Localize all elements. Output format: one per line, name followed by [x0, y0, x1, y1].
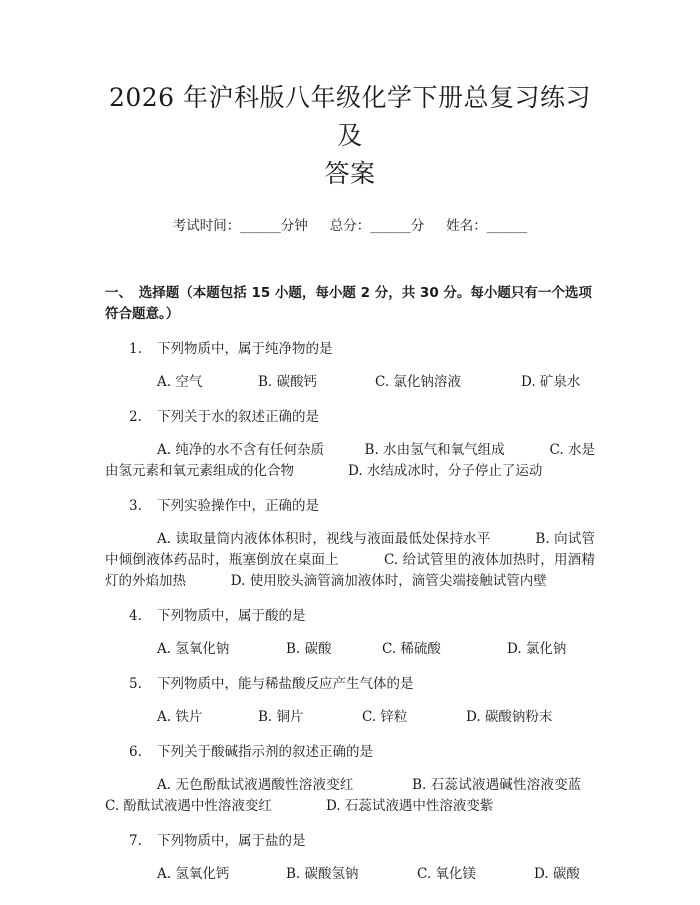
option-b: B. 水由氢气和氧气组成 — [364, 442, 505, 458]
title-line-2: 答案 — [324, 159, 376, 188]
question-5-options — [105, 707, 595, 728]
document-title — [105, 0, 595, 193]
question-number: 2. — [129, 409, 142, 425]
option-b: B. 石蕊试液遇碱性溶液变蓝 — [412, 777, 582, 793]
question-text: 下列关于酸碱指示剂的叙述正确的是 — [157, 744, 373, 760]
option-c: C. 氧化镁 — [417, 866, 476, 882]
question-2-options — [105, 440, 595, 482]
question-text: 下列实验操作中，正确的是 — [157, 498, 319, 514]
title-line-1: 2026 年沪科版八年级化学下册总复习练习及 — [108, 83, 592, 150]
exam-name: 姓名：______ — [446, 218, 528, 234]
option-a: A. 无色酚酞试液遇酸性溶液变红 — [157, 777, 354, 793]
option-c: C. 水是由氢元素和氧元素组成的化合物 — [105, 442, 595, 479]
option-d: D. 矿泉水 — [521, 374, 581, 390]
question-number: 4. — [129, 608, 142, 624]
question-2 — [105, 407, 595, 428]
question-7 — [105, 831, 595, 852]
option-a: A. 纯净的水不含有任何杂质 — [157, 442, 325, 458]
question-text: 下列物质中，能与稀盐酸反应产生气体的是 — [157, 676, 414, 692]
option-b: B. 碳酸氢钠 — [286, 866, 359, 882]
option-d: D. 碳酸钠粉末 — [466, 709, 553, 725]
option-c: C. 酚酞试液遇中性溶液变红 — [105, 798, 272, 814]
option-b: B. 铜片 — [258, 709, 304, 725]
option-c: C. 锌粒 — [362, 709, 408, 725]
question-number: 5. — [129, 676, 142, 692]
option-b: B. 碳酸钙 — [258, 374, 318, 390]
question-number: 1. — [129, 341, 142, 357]
question-1 — [105, 339, 595, 360]
question-text: 下列物质中，属于酸的是 — [157, 608, 306, 624]
question-number: 6. — [129, 744, 142, 760]
option-b: B. 碳酸 — [286, 641, 332, 657]
question-7-options — [105, 864, 595, 885]
option-d: D. 石蕊试液遇中性溶液变紫 — [325, 798, 494, 814]
exam-info — [105, 216, 595, 236]
option-c: C. 氯化钠溶液 — [375, 374, 461, 390]
exam-time: 考试时间：______分钟 — [172, 218, 308, 234]
option-b: B. 向试管中倾倒液体药品时，瓶塞倒放在桌面上 — [105, 531, 595, 568]
question-4 — [105, 606, 595, 627]
question-5 — [105, 674, 595, 695]
option-a: A. 空气 — [157, 374, 203, 390]
section-heading: 一、 选择题（本题包括 15 小题，每小题 2 分，共 30 分。每小题只有一个选项符合题意。） — [105, 285, 592, 322]
option-a: A. 氢氧化钙 — [157, 866, 230, 882]
question-number: 7. — [129, 833, 142, 849]
option-a: A. 氢氧化钠 — [157, 641, 230, 657]
question-number: 3. — [129, 498, 142, 514]
option-c: C. 给试管里的液体加热时，用酒精灯的外焰加热 — [105, 552, 595, 589]
exam-score: 总分：______分 — [329, 218, 425, 234]
question-text: 下列物质中，属于盐的是 — [157, 833, 306, 849]
option-d: D. 使用胶头滴管滴加液体时，滴管尖端接触试管内壁 — [230, 573, 547, 589]
question-6 — [105, 742, 595, 763]
question-3-options — [105, 529, 595, 592]
option-d: D. 碳酸 — [534, 866, 580, 882]
option-d: D. 水结成冰时，分子停止了运动 — [348, 463, 543, 479]
question-3 — [105, 496, 595, 517]
question-text: 下列关于水的叙述正确的是 — [157, 409, 319, 425]
option-c: C. 稀硫酸 — [382, 641, 441, 657]
option-a: A. 读取量筒内液体体积时，视线与液面最低处保持水平 — [157, 531, 491, 547]
question-text: 下列物质中，属于纯净物的是 — [157, 341, 333, 357]
question-6-options — [105, 775, 595, 817]
option-a: A. 铁片 — [157, 709, 203, 725]
question-4-options — [105, 639, 595, 660]
question-1-options — [105, 372, 595, 393]
option-d: D. 氯化钠 — [507, 641, 567, 657]
